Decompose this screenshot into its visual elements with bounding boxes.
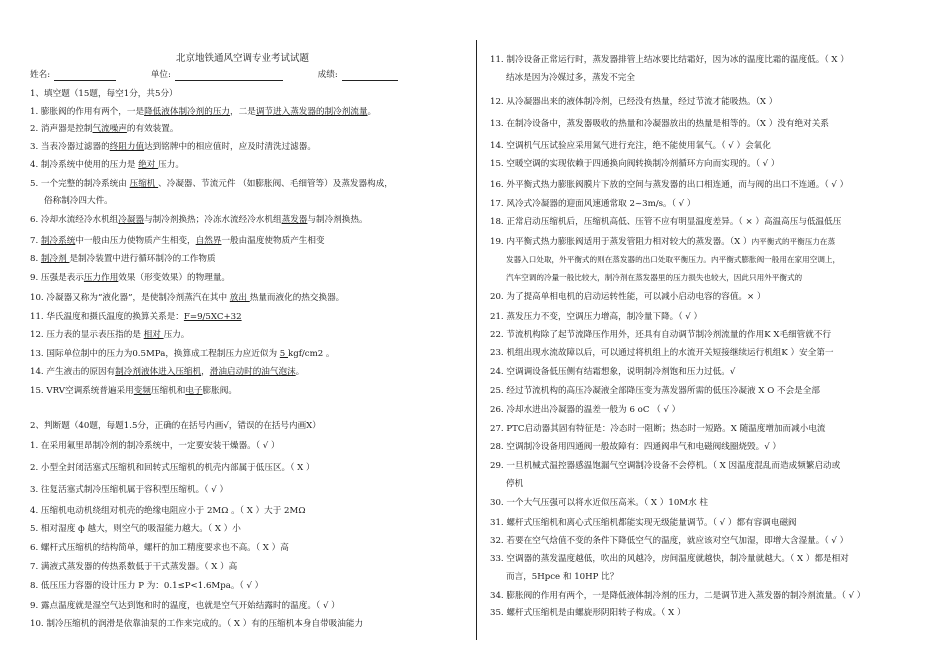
question-text: 31. 螺杆式压缩机和离心式压缩机都能实现无级能量调节。（ √ ）都有容调电磁阀 (490, 518, 797, 528)
answer-text: 调节进入蒸发器的制冷剂流量 (255, 107, 368, 117)
answer-text: 滑油启动时的油气泡沫 (209, 367, 296, 377)
right-question-line (490, 97, 777, 108)
left-question-line (30, 543, 289, 554)
answer-text: 压缩机 (129, 179, 159, 189)
question-text: 与制冷剂换热。 (307, 215, 368, 225)
question-text: 26. 冷却水进出冷凝器的温差一般为 6 oC （ √ ） (490, 405, 681, 415)
left-question-line (30, 89, 178, 100)
right-question-line (490, 348, 834, 359)
right-question-line (490, 55, 849, 66)
left-question-line (30, 312, 242, 323)
question-text: 压力。 (163, 330, 190, 340)
question-text: 5. 一个完整的制冷系统由 (30, 179, 130, 189)
question-text: 10. 制冷压缩机的润滑是依靠油泵的工作来完成的。（ X ）有的压缩机本身自带吸油能力 (30, 619, 364, 629)
question-text: 20. 为了提高单相电机的启动运转性能，可以减小启动电容的容值。× ） (490, 292, 766, 302)
answer-text: 制冷系统 (40, 236, 76, 246)
question-text: 14. 产生液击的原因有 (30, 367, 116, 377)
unit-field[interactable] (175, 71, 283, 81)
left-question-line (30, 386, 237, 397)
question-text: 6. 冷却水流经冷水机组 (30, 215, 119, 225)
left-question-line (30, 562, 237, 573)
right-question-line (490, 330, 831, 341)
left-question-line (30, 215, 368, 226)
question-text: 压缩机和 (150, 386, 186, 396)
question-text: 12. 从冷凝器出来的液体制冷剂，已经没有热量，经过节流才能吸热。（X ） (490, 97, 778, 107)
question-text: 内平衡式的平衡压力在蒸 (751, 237, 836, 246)
question-text: 15. VRV空调系统普遍采用 (30, 386, 134, 396)
answer-text: 制冷剂液体进入压缩机 (115, 367, 202, 377)
left-question-line (30, 293, 344, 304)
right-question-line (490, 591, 865, 602)
right-question-line (490, 498, 708, 509)
question-text: 3. 当表冷器过滤器的 (30, 142, 110, 152)
right-question-line (490, 442, 781, 453)
question-text: 是制冷装置中进行循环制冷的工作物质 (69, 254, 216, 264)
question-text: 结冰是因为冷媒过多，蒸发不完全 (506, 73, 635, 83)
right-question-line (506, 254, 840, 265)
question-text: 5. 相对湿度 ф 越大，则空气的吸湿能力越大。（ X ）小 (30, 524, 241, 534)
right-question-line (490, 424, 826, 435)
answer-text: 5 (279, 349, 288, 359)
right-question-line (490, 180, 848, 191)
question-text: 24. 空调调设备低压侧有结霜想象，说明制冷剂饱和压力过低。√ (490, 367, 736, 377)
left-question-line (30, 581, 263, 592)
question-text: 1. 膨胀阀的作用有两个，一是 (30, 107, 145, 117)
question-text: 8. (30, 254, 41, 264)
left-question-line (30, 524, 241, 535)
right-question-line (490, 518, 797, 529)
question-text: 而言，5Hpce 和 10HP 比？ (506, 572, 619, 582)
question-text: 16. 外平衡式热力膨胀阀膜片下放的空间与蒸发器的出口相连通，而与阀的出口不连通。（ √ ） (490, 180, 849, 190)
question-text: 11. 制冷设备正常运行时，蒸发器排管上结冰要比结霜好，因为冰的温度比霜的温度低。（ X ） (490, 55, 849, 65)
answer-text: 相对 (143, 330, 164, 340)
question-text: 8. 低压压力容器的设计压力 P 为：0.1≤P<1.6Mpa。（ √ ） (30, 581, 264, 591)
question-text: 2. 小型全封闭活塞式压缩机和回转式压缩机的机壳内部属于低压区。（ X ） (30, 463, 315, 473)
right-question-line (490, 292, 766, 303)
left-question-line (30, 236, 325, 247)
unit-label: 单位: (150, 70, 171, 80)
answer-text: 变频 (133, 386, 151, 396)
right-question-line (490, 312, 702, 323)
right-question-line (490, 461, 840, 472)
right-question-line (490, 199, 695, 210)
question-text: 10. 冷凝器又称为“液化器”，是使制冷剂蒸汽在其中 (30, 293, 230, 303)
question-text: 34. 膨胀阀的作用有两个，一是降低液体制冷剂的压力，二是调节进入蒸发器的制冷剂流量。（ √ ） (490, 591, 866, 601)
answer-text: 绝对 (138, 160, 159, 170)
name-field[interactable] (54, 71, 116, 81)
right-question-line (490, 236, 835, 248)
left-question-line (44, 196, 113, 207)
answer-text: 终阻力值 (109, 142, 145, 152)
answer-text: F=9/5XC+32 (183, 312, 242, 322)
question-text: 9. 压强是表示 (30, 273, 84, 283)
question-text: 27. PTC启动器其固有特征是：冷态时一阻断；热态时一短路。X 随温度增加而减小电流 (490, 424, 826, 434)
page-title: 北京地铁通风空调专业考试试题 (176, 53, 310, 64)
question-text: 7. (30, 236, 41, 246)
score-label: 成绩: (317, 70, 338, 80)
question-text: 膨胀阀。 (202, 386, 237, 396)
question-text: 一般由温度使物质产生相变 (221, 236, 325, 246)
question-text: 4. 压缩机电动机绕组对机壳的绝缘电阻应小于 2MΩ 。（ X ）大于 2MΩ (30, 506, 306, 516)
answer-text: 自然界 (195, 236, 222, 246)
question-text: 15. 空暖空调的实现依赖于四通换向阀转换制冷剂循环方向而实现的。（ √ ） (490, 159, 780, 169)
question-text: 俗称制冷四大件。 (44, 196, 113, 206)
right-question-line (506, 479, 523, 490)
question-text: 1. 在采用氟里昂制冷剂的制冷系统中，一定要安装干燥器。（ √ ） (30, 441, 280, 451)
right-question-line (490, 386, 820, 397)
question-text: 的有效装置。 (126, 124, 179, 134)
answer-text: 蒸发器 (281, 215, 308, 225)
question-text: kgf/cm2 。 (287, 349, 335, 359)
question-text: 17. 风冷式冷凝器的迎面风速通常取 2~3m/s。（ √ ） (490, 199, 696, 209)
left-question-line (30, 421, 321, 432)
left-question-line (30, 463, 315, 474)
question-text: 29. 一旦机械式温控器感温饱漏气空调制冷设备不会停机。（ X 因温度混乱而造成频繁启动或 (490, 461, 841, 471)
question-text: 。 (295, 367, 305, 377)
question-text: 中一般由压力使物质产生相变， (75, 236, 196, 246)
question-text: 13. 在制冷设备中，蒸发器吸收的热量和冷凝器放出的热量是相等的。（X ）没有绝对关系 (490, 119, 829, 129)
left-question-line (30, 142, 316, 153)
question-text: 25. 经过节流机构的高压冷凝液全部降压变为蒸发器所需的低压冷凝液 X O 不会是全部 (490, 386, 820, 396)
left-question-line (30, 367, 304, 378)
question-text: 30. 一个大气压强可以将水近似压高米。（ X ）10M水 柱 (490, 498, 709, 508)
question-text: 压力。 (158, 160, 184, 170)
answer-text: 降低液体制冷剂的压力 (144, 107, 231, 117)
left-question-line (30, 506, 305, 517)
question-text: ，二是 (230, 107, 256, 117)
left-question-line (30, 273, 230, 284)
left-question-line (30, 485, 228, 496)
column-divider (476, 40, 477, 640)
question-text: 3. 往复活塞式制冷压缩机属于容积型压缩机。（ √ ） (30, 485, 229, 495)
left-question-line (30, 619, 363, 630)
right-question-line (490, 217, 841, 228)
left-question-line (30, 254, 216, 265)
answer-text: 电子 (185, 386, 203, 396)
left-question-line (30, 349, 335, 360)
right-question-line (490, 405, 680, 416)
question-text: 热量而液化的热交换器。 (249, 293, 345, 303)
question-text: 19. 内平衡式热力膨胀阀适用于蒸发管阻力相对较大的蒸发器。（X ） (490, 237, 752, 247)
question-text: 1、填空题（15题，每空1分，共5分） (30, 89, 178, 99)
question-text: ， (201, 367, 210, 377)
left-question-line (30, 330, 189, 341)
left-question-line (30, 179, 393, 190)
question-text: 。 (367, 107, 377, 117)
question-text: 停机 (506, 479, 524, 489)
question-text: 11. 华氏温度和摄氏温度的换算关系是： (30, 312, 184, 322)
question-text: 13. 国际单位制中的压力为0.5MPa，换算成工程制压力应近似为 (30, 349, 280, 359)
question-text: 32. 若要在空气焓值不变的条件下降低空气的温度，就应该对空气加湿，即增大含湿量。（ √ ） (490, 536, 849, 546)
question-text: 28. 空调制冷设备用四通阀一般故障有：四通阀串气和电磁阀线圈烧毁。√ ） (490, 442, 782, 452)
answer-text: 放出 (229, 293, 250, 303)
question-text: 发器入口处取，外平衡式的则在蒸发器的出口处取平衡压力。内平衡式膨胀阀一般用在家用空调上， (506, 255, 841, 264)
score-field[interactable] (342, 71, 398, 81)
answer-text: 气流噪声 (92, 124, 127, 134)
question-text: 与制冷剂换热；冷冻水流经冷水机组 (144, 215, 282, 225)
question-text: 效果（形变效果）的物理量。 (118, 273, 231, 283)
name-label: 姓名: (30, 70, 51, 80)
right-question-line (490, 119, 829, 130)
right-question-line (506, 73, 635, 84)
question-text: 35. 螺杆式压缩机是由螺旋形阴阳转子构成。（ X ） (490, 608, 686, 618)
left-question-line (30, 160, 184, 171)
question-text: 汽车空调的冷量一般比较大，制冷剂在蒸发器里的压力损失也较大，因此只用外平衡式的 (506, 273, 803, 282)
question-text: 9. 露点温度就是湿空气达到饱和时的温度，也就是空气开始结露时的温度。（ √ ） (30, 601, 340, 611)
question-text: 7. 满液式蒸发器的传热系数低于干式蒸发器。（ X ）高 (30, 562, 238, 572)
question-text: 6. 螺杆式压缩机的结构简单，螺杆的加工精度要求也不高。（ X ）高 (30, 543, 289, 553)
question-text: 23. 机组出现水流故障以后，可以通过将机组上的水流开关短接继续运行机组K ）安全第一 (490, 348, 834, 358)
right-question-line (490, 141, 771, 152)
right-question-line (490, 159, 779, 170)
question-text: 2、判断题（40题，每题1.5分，正确的在括号内画√，错误的在括号内画X） (30, 421, 321, 431)
right-question-line (490, 536, 848, 547)
answer-text: 冷凝器 (118, 215, 145, 225)
question-text: 33. 空调器的蒸发温度越低，吹出的风越冷，房间温度就越快，制冷量就越大。（ X ）都是相对 (490, 554, 849, 564)
question-text: 21. 蒸发压力不变，空调压力增高，制冷量下降。（ √ ） (490, 312, 703, 322)
right-question-line (506, 572, 618, 583)
left-question-line (30, 107, 376, 118)
left-question-line (30, 124, 178, 135)
answer-text: 制冷剂 (40, 254, 70, 264)
right-question-line (490, 367, 735, 378)
question-text: 达到铭牌中的相应值时，应及时清洗过滤器。 (144, 142, 316, 152)
question-text: 12. 压力表的显示表压指的是 (30, 330, 144, 340)
question-text: 14. 空调机气压试验应采用氮气进行充注，绝不能使用氧气。（ √ ）会氧化 (490, 141, 771, 151)
question-text: 22. 节流机构除了起节流降压作用外，还具有自动调节制冷剂流量的作用K X毛细管就不行 (490, 330, 832, 340)
header-fields (30, 70, 398, 81)
left-question-line (30, 441, 280, 452)
right-question-line (490, 608, 686, 619)
question-text: 2. 消声器是控制 (30, 124, 93, 134)
answer-text: 压力作用 (83, 273, 119, 283)
right-question-line (506, 272, 802, 283)
question-text: 4. 制冷系统中使用的压力是 (30, 160, 139, 170)
right-question-line (490, 554, 849, 565)
question-text: 18. 正常启动压缩机后，压缩机高低、压管不应有明显温度差异。（ × ）高温高压与低温低压 (490, 217, 842, 227)
left-question-line (30, 601, 340, 612)
question-text: 、冷凝器、节流元件 （如膨胀阀、毛细管等）及蒸发器构成， (158, 179, 393, 189)
